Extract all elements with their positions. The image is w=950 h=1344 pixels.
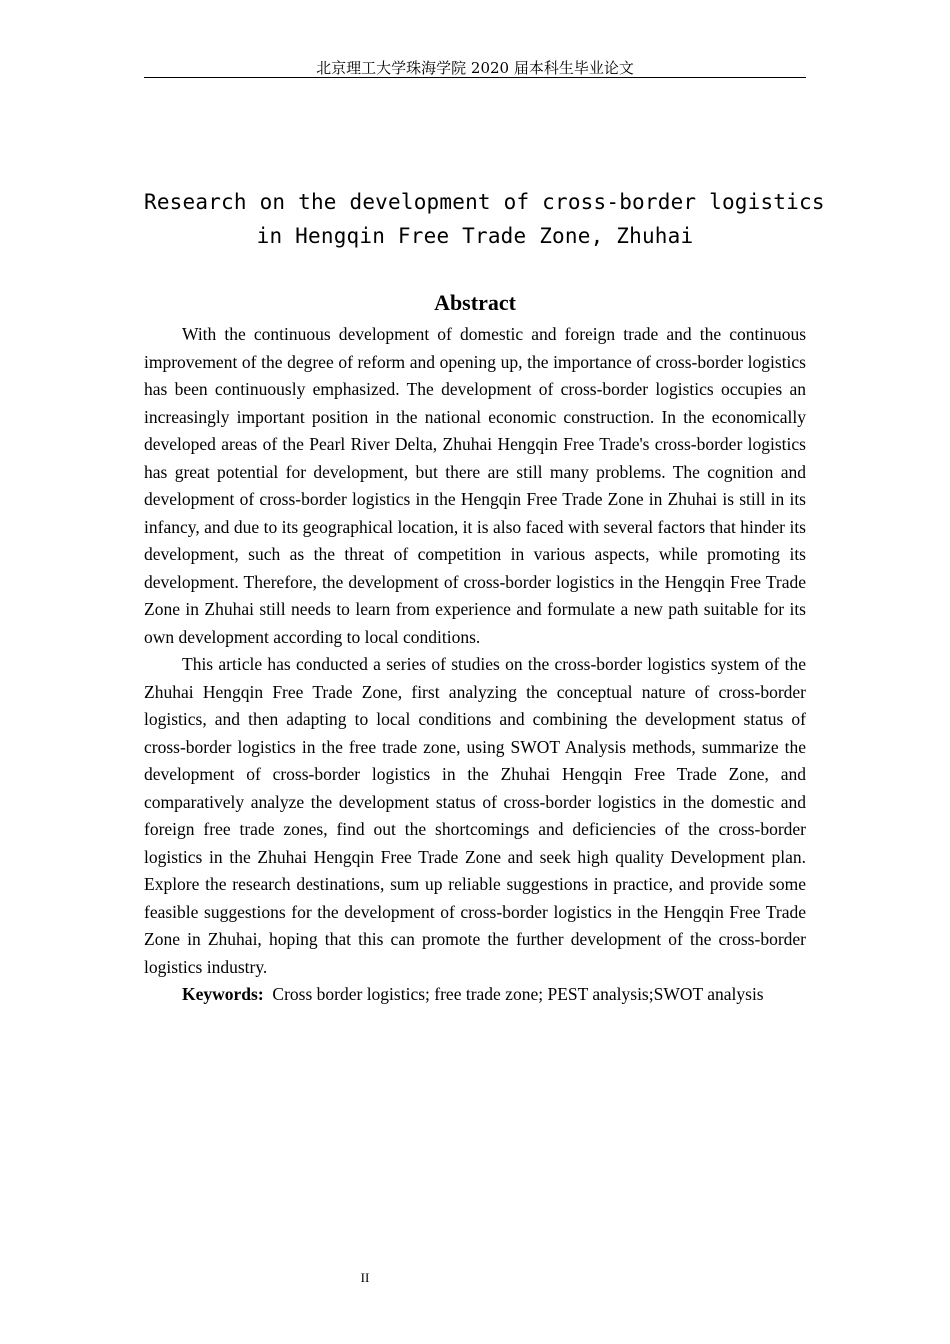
- keywords-label: Keywords:: [182, 984, 264, 1004]
- running-header: 北京理工大学珠海学院 2020 届本科生毕业论文: [316, 59, 634, 77]
- paper-title-line-2: in Hengqin Free Trade Zone, Zhuhai: [256, 224, 694, 248]
- paper-title-line-1: Research on the development of cross-border logistics: [144, 190, 825, 214]
- page-number: II: [360, 1270, 370, 1285]
- header-rule: [144, 77, 806, 78]
- abstract-paragraph-1: With the continuous development of domestic and foreign trade and the continuous improvement of the degree of reform and opening up, the importance of cross-border logistics has been continuously emphasized. The development of cross-border logistics occupies an increasingly important position in the national economic construction. In the economically developed areas of the Pearl River Delta, Zhuhai Hengqin Free Trade's cross-border logistics has great potential for development, but there are still many problems. The cognition and development of cross-border logistics in the Hengqin Free Trade Zone in Zhuhai is still in its infancy, and due to its geographical location, it is also faced with several factors that hinder its development, such as the threat of competition in various aspects, while promoting its development. Therefore, the development of cross-border logistics in the Hengqin Free Trade Zone in Zhuhai still needs to learn from experience and formulate a new path suitable for its own development according to local conditions.: [144, 324, 806, 647]
- abstract-body: [144, 321, 806, 1009]
- keywords-text: Cross border logistics; free trade zone; PEST analysis;SWOT analysis: [272, 984, 764, 1004]
- abstract-heading: Abstract: [434, 290, 516, 315]
- abstract-paragraph-2: This article has conducted a series of studies on the cross-border logistics system of the Zhuhai Hengqin Free Trade Zone, first analyzing the conceptual nature of cross-border logistics, and then adapting to local conditions and combining the development status of cross-border logistics in the free trade zone, using SWOT Analysis methods, summarize the development of cross-border logistics in the Zhuhai Hengqin Free Trade Zone, and comparatively analyze the development status of cross-border logistics in the domestic and foreign free trade zones, find out the shortcomings and deficiencies of the cross-border logistics in the Zhuhai Hengqin Free Trade Zone and seek high quality Development plan. Explore the research destinations, sum up reliable suggestions in practice, and provide some feasible suggestions for the development of cross-border logistics in the Hengqin Free Trade Zone in Zhuhai, hoping that this can promote the further development of the cross-border logistics industry.: [144, 654, 806, 977]
- keywords-line: [144, 981, 806, 1009]
- paper-title: [144, 185, 825, 253]
